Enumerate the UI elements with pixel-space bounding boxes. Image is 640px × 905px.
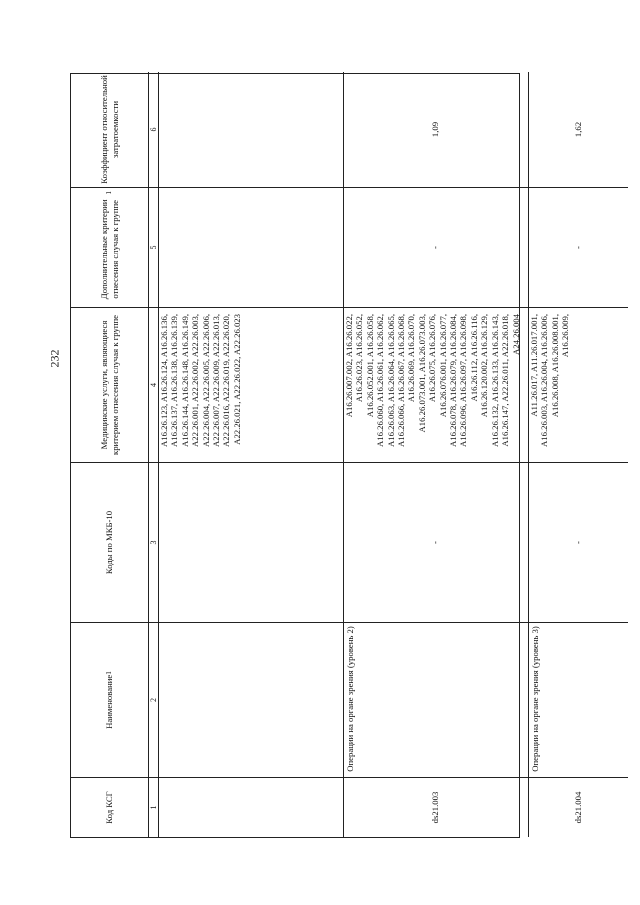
table-row [158, 72, 344, 837]
mkb-codes-cell: - [343, 462, 528, 622]
mkb-codes-cell [158, 462, 343, 622]
coefficient-cell [158, 72, 343, 187]
extra-criteria-cell [158, 187, 343, 307]
footnote-mark: 1 [105, 191, 114, 195]
medical-services-cell: A11.26.017, A11.26.017.001, A16.26.003, A16.26.004, A16.26.006, A16.26.008, A16.26.008.001, A16.26.009, [528, 307, 628, 462]
header-cell-name: Наименование 1 [71, 622, 148, 777]
page-number: 232 [47, 349, 62, 367]
name-cell [158, 622, 343, 777]
ksg-code-cell [158, 777, 343, 837]
tariff-table [70, 73, 583, 838]
header-cell-code: Код КСГ [71, 777, 148, 837]
table-row [528, 72, 628, 837]
name-cell: Операции на органе зрения (уровень 3) [528, 622, 628, 777]
header-cell-services: Медицинские услуги, являющиеся критерием отнесения случая к группе [71, 307, 148, 462]
footnote-mark: 1 [105, 671, 114, 675]
column-number: 2 [148, 622, 158, 777]
ksg-code-cell: ds21.004 [528, 777, 628, 837]
column-number: 1 [148, 777, 158, 837]
mkb-codes-cell: - [528, 462, 628, 622]
coefficient-cell: 1,09 [430, 121, 441, 138]
medical-services-cell: A16.26.007.002, A16.26.022, A16.26.023, A16.26.052, A16.26.052.001, A16.26.058, A16.26.060, A16.26.061, A16.26.062, A16.26.063, A16.26.064, A16.26.065, A16.26.066, A16.26.067, A16.26.068, A16.26.069, A16.26.070, A16.26.073.001, A16.26.073.003, A16.26.075, A16.26.076, A16.26.076.001, A16.26.077, A16.26.078, A16.26.079, A16.26.084, A16.26.096, A16.26.097, A16.26.098, A16.26.112, A16.26.116, A16.26.120.002, A16.26.129, A16.26.132, A16.26.133, A16.26.143, A16.26.147, A22.26.011, A22.26.018, A24.26.004 [343, 307, 528, 462]
header-cell-coefficient: Коэффициент относительной затратоемкости [99, 75, 120, 184]
column-number: 4 [148, 307, 158, 462]
ksg-code-cell: ds21.003 [343, 777, 528, 837]
column-number: 3 [148, 462, 158, 622]
column-number: 6 [148, 127, 158, 132]
coefficient-cell: 1,62 [572, 121, 583, 138]
extra-criteria-cell: - [528, 187, 628, 307]
column-number: 5 [148, 187, 158, 307]
extra-criteria-cell: - [343, 187, 528, 307]
medical-services-cell: A16.26.123, A16.26.124, A16.26.136, A16.26.137, A16.26.138, A16.26.139, A16.26.144, A16.26.148, A16.26.149, A22.26.001, A22.26.002, A22.26.003, A22.26.004, A22.26.005, A22.26.006, A22.26.007, A22.26.009, A22.26.013, A22.26.016, A22.26.019, A22.26.020, A22.26.021, A22.26.022, A22.26.023 [158, 307, 343, 462]
header-cell-extra-criteria: Дополнительные критерии отнесения случая к группе 1 [71, 187, 148, 307]
table-row [343, 72, 529, 837]
table-header-row [71, 72, 149, 837]
header-cell-mkb: Коды по МКБ-10 [71, 462, 148, 622]
name-cell: Операции на органе зрения (уровень 2) [343, 622, 528, 777]
